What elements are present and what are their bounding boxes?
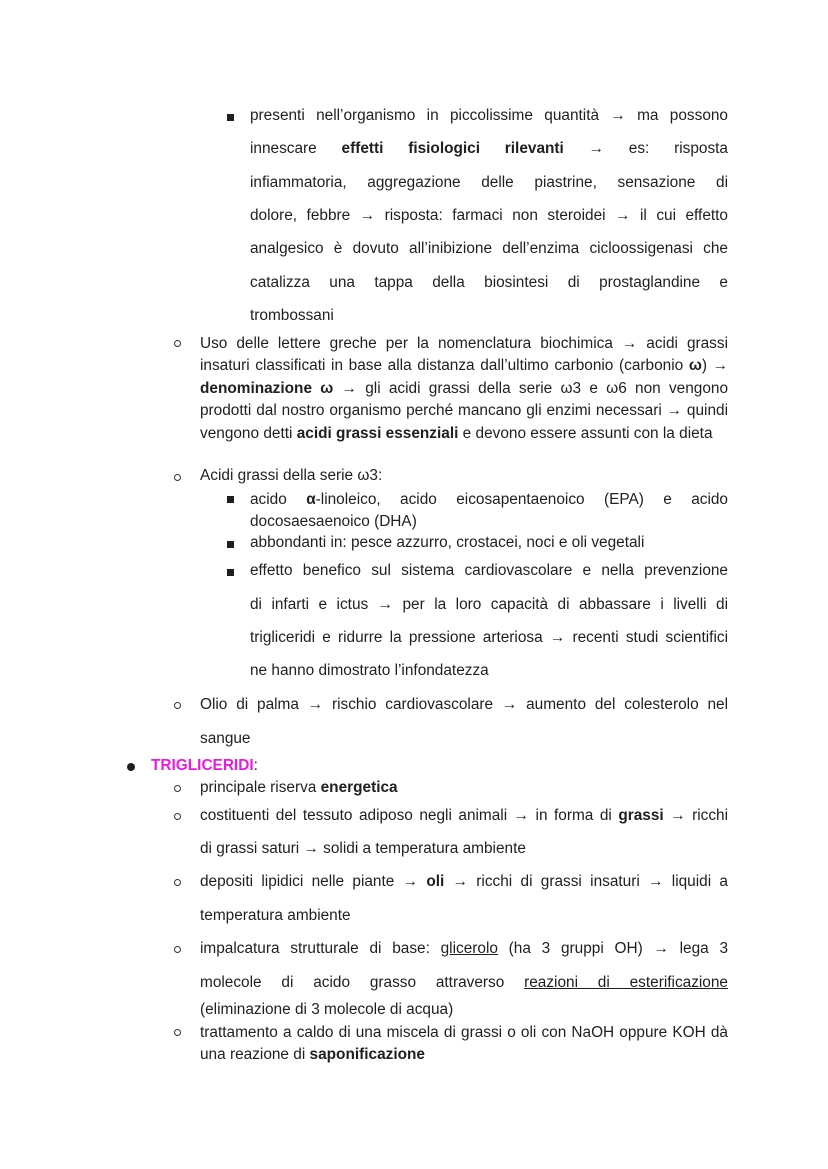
s1-line-5: analgesico è dovuto all’inibizione dell’enzima cicloossigenasi che bbox=[250, 240, 728, 257]
trig-item-4-line-2: molecole di acido grasso attraverso reazioni di esterificazione bbox=[200, 974, 728, 991]
trig-item-3-line-1: depositi lipidici nelle piante → oli → ricchi di grassi insaturi → liquidi a bbox=[200, 873, 728, 890]
square-bullet-icon bbox=[227, 496, 234, 503]
omega3-item-2: abbondanti in: pesce azzurro, crostacei, noci e oli vegetali bbox=[250, 534, 645, 551]
trig-item-3-line-2: temperatura ambiente bbox=[200, 907, 351, 924]
circle-bullet-icon bbox=[174, 1029, 181, 1036]
trig-item-2-line-2: di grassi saturi → solidi a temperatura ambiente bbox=[200, 840, 526, 857]
s1-line-3: infiammatoria, aggregazione delle piastrine, sensazione di bbox=[250, 174, 728, 191]
circle-bullet-icon bbox=[174, 340, 181, 347]
trig-item-5: trattamento a caldo di una miscela di grassi o oli con NaOH oppure KOH dà una reazione di saponificazione bbox=[200, 1024, 728, 1064]
s1-line-6: catalizza una tappa della biosintesi di prostaglandine e bbox=[250, 274, 728, 291]
omega3-item-3-line-3: trigliceridi e ridurre la pressione arteriosa → recenti studi scientifici bbox=[250, 629, 728, 646]
s1-line-4: dolore, febbre → risposta: farmaci non steroidei → il cui effetto bbox=[250, 207, 728, 224]
square-bullet-icon bbox=[227, 569, 234, 576]
circle-bullet-icon bbox=[174, 879, 181, 886]
s1-line-1: presenti nell’organismo in piccolissime quantità → ma possono bbox=[250, 107, 728, 124]
filled-bullet-icon bbox=[127, 763, 135, 771]
circle-bullet-icon bbox=[174, 946, 181, 953]
square-bullet-icon bbox=[227, 114, 234, 121]
omega3-item-3-line-4: ne hanno dimostrato l’infondatezza bbox=[250, 662, 489, 679]
circle-bullet-icon bbox=[174, 785, 181, 792]
circle-bullet-icon bbox=[174, 474, 181, 481]
circle-bullet-icon bbox=[174, 702, 181, 709]
omega3-item-1: acido α-linoleico, acido eicosapentaenoico (EPA) e acido docosaesaenoico (DHA) bbox=[250, 491, 728, 531]
omega3-title: Acidi grassi della serie ω3: bbox=[200, 467, 383, 484]
palm-oil-line-2: sangue bbox=[200, 730, 251, 747]
trig-item-4-line-1: impalcatura strutturale di base: glicerolo (ha 3 gruppi OH) → lega 3 bbox=[200, 940, 729, 957]
s1-line-2: innescare effetti fisiologici rilevanti → es: risposta bbox=[250, 140, 728, 157]
omega3-item-3-line-1: effetto benefico sul sistema cardiovascolare e nella prevenzione bbox=[250, 562, 728, 579]
trig-item-2-line-1: costituenti del tessuto adiposo negli animali → in forma di grassi → ricchi bbox=[200, 807, 729, 824]
square-bullet-icon bbox=[227, 541, 234, 548]
omega3-item-3-line-2: di infarti e ictus → per la loro capacità di abbassare i livelli di bbox=[250, 596, 728, 613]
circle-bullet-icon bbox=[174, 813, 181, 820]
s1-line-7: trombossani bbox=[250, 307, 334, 324]
palm-oil-line-1: Olio di palma → rischio cardiovascolare → aumento del colesterolo nel bbox=[200, 696, 728, 713]
greek-letters-paragraph: Uso delle lettere greche per la nomenclatura biochimica → acidi grassi insaturi classificati in base alla distanza dall’ultimo carbonio (carbonio ω) → denominazione ω → gli acidi grassi della serie ω3 e ω6 non vengono prodotti dal nostro organismo perché mancano gli enzimi necessari → quindi vengono detti acidi grassi essenziali e devono essere assunti con la dieta bbox=[200, 335, 729, 442]
triglycerides-heading: TRIGLICERIDI: bbox=[151, 757, 258, 774]
trig-item-4-line-3: (eliminazione di 3 molecole di acqua) bbox=[200, 1001, 454, 1018]
trig-item-1: principale riserva energetica bbox=[200, 779, 398, 796]
